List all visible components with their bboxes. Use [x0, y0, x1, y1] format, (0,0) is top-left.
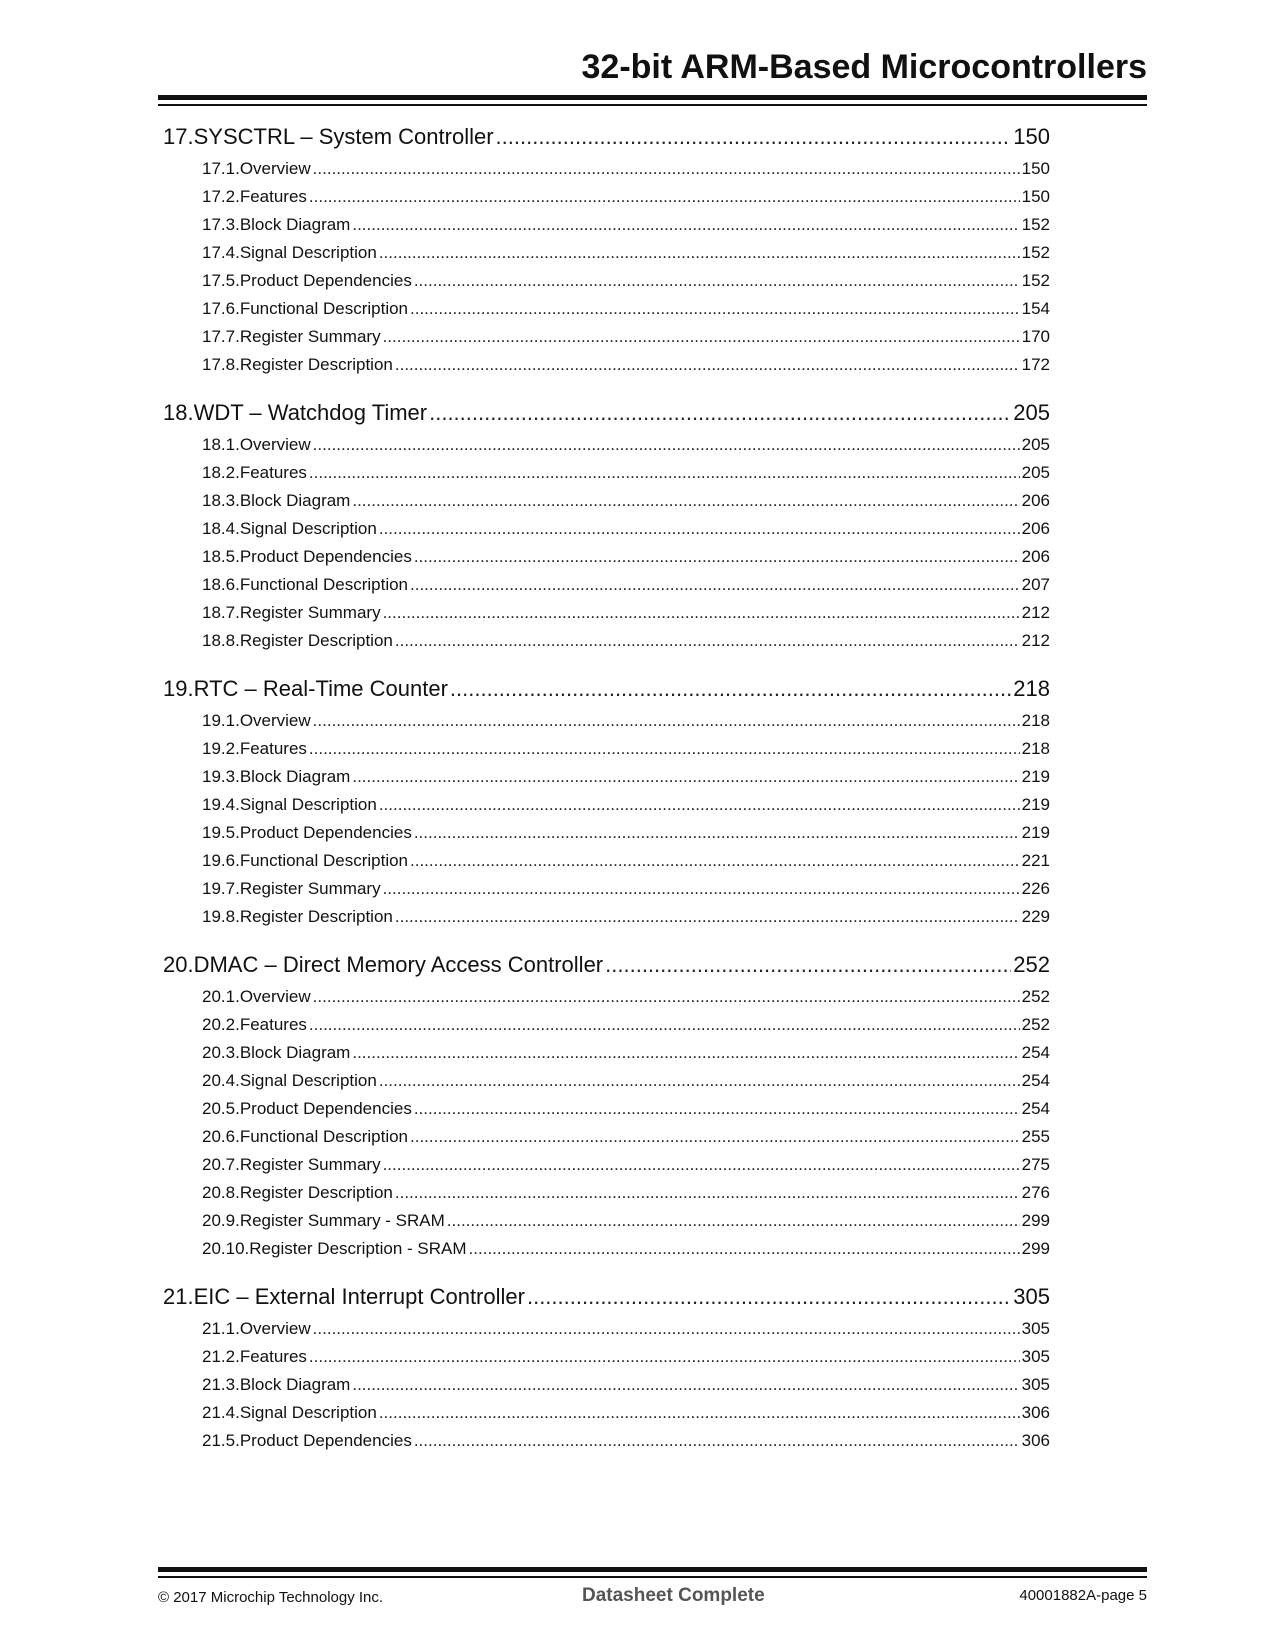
toc-entry-number: 20.10. — [202, 1239, 250, 1258]
toc-entry-page: 276 — [1021, 1183, 1050, 1202]
toc-entry-page: 152 — [1021, 215, 1050, 234]
toc-section-entry[interactable] — [163, 875, 1050, 903]
footer-page-ref: 40001882A-page 5 — [1019, 1587, 1147, 1604]
toc-section-entry[interactable] — [163, 267, 1050, 295]
toc-entry-number: 19.3. — [202, 767, 240, 786]
toc-entry-page: 219 — [1021, 767, 1050, 786]
toc-entry-title: Register Summary — [239, 327, 381, 346]
toc-entry-page: 172 — [1021, 355, 1050, 374]
toc-section-entry[interactable] — [163, 571, 1050, 599]
toc-section-entry[interactable] — [163, 1123, 1050, 1151]
toc-entry-page: 152 — [1021, 243, 1050, 262]
toc-entry-title: Block Diagram — [239, 491, 351, 510]
table-of-contents — [163, 120, 1050, 1472]
dot-leader — [383, 323, 1020, 351]
toc-entry-number: 17.3. — [202, 215, 240, 234]
toc-entry-number: 20.7. — [202, 1155, 240, 1174]
dot-leader — [379, 515, 1020, 543]
dot-leader — [410, 847, 1020, 875]
toc-entry-number: 18.8. — [202, 631, 240, 650]
toc-section-entry[interactable] — [163, 1151, 1050, 1179]
toc-entry-number: 19.8. — [202, 907, 240, 926]
toc-section-entry[interactable] — [163, 1315, 1050, 1343]
toc-entry-page: 207 — [1021, 575, 1050, 594]
toc-entry-page: 305 — [1021, 1347, 1050, 1366]
toc-entry-number: 17.7. — [202, 327, 240, 346]
toc-entry-number: 20.2. — [202, 1015, 240, 1034]
toc-entry-title: Product Dependencies — [239, 1431, 412, 1450]
dot-leader — [352, 211, 1019, 239]
toc-section-entry[interactable] — [163, 1095, 1050, 1123]
toc-entry-page: 206 — [1021, 491, 1050, 510]
toc-entry-number: 20.9. — [202, 1211, 240, 1230]
toc-section-entry[interactable] — [163, 295, 1050, 323]
dot-leader — [309, 459, 1020, 487]
toc-entry-page: 205 — [1021, 463, 1050, 482]
toc-entry-page: 170 — [1021, 327, 1050, 346]
toc-entry-page: 305 — [1013, 1284, 1050, 1309]
toc-entry-page: 252 — [1013, 952, 1050, 977]
toc-section-entry[interactable] — [163, 543, 1050, 571]
toc-entry-page: 252 — [1021, 1015, 1050, 1034]
toc-entry-page: 254 — [1021, 1043, 1050, 1062]
toc-entry-page: 212 — [1021, 631, 1050, 650]
toc-entry-title: Block Diagram — [239, 1375, 351, 1394]
toc-section-entry[interactable] — [163, 903, 1050, 931]
toc-entry-number: 17.1. — [202, 159, 240, 178]
toc-entry-page: 206 — [1021, 547, 1050, 566]
toc-section-entry[interactable] — [163, 735, 1050, 763]
toc-entry-title: Register Description — [239, 631, 393, 650]
toc-chapter — [163, 948, 1050, 1263]
toc-section-entry[interactable] — [163, 1067, 1050, 1095]
toc-section-entry[interactable] — [163, 1235, 1050, 1263]
toc-entry-title: Register Summary — [239, 1155, 381, 1174]
toc-entry-page: 305 — [1021, 1319, 1050, 1338]
toc-entry-title: Register Description - SRAM — [249, 1239, 467, 1258]
toc-entry-page: 254 — [1021, 1071, 1050, 1090]
toc-entry-title: Functional Description — [239, 1127, 409, 1146]
toc-entry-title: Features — [239, 1347, 307, 1366]
toc-entry-title: Product Dependencies — [239, 1099, 412, 1118]
toc-section-entry[interactable] — [163, 1399, 1050, 1427]
toc-section-entry[interactable] — [163, 1179, 1050, 1207]
toc-entry-title: Register Summary — [239, 879, 381, 898]
toc-section-entry[interactable] — [163, 239, 1050, 267]
toc-section-entry[interactable] — [163, 155, 1050, 183]
toc-entry-number: 20.3. — [202, 1043, 240, 1062]
toc-entry-page: 218 — [1021, 711, 1050, 730]
toc-entry-title: Functional Description — [239, 299, 409, 318]
toc-entry-number: 20. — [163, 952, 194, 977]
toc-section-entry[interactable] — [163, 627, 1050, 655]
toc-entry-number: 21.3. — [202, 1375, 240, 1394]
dot-leader — [379, 791, 1020, 819]
dot-leader — [496, 120, 1012, 153]
toc-section-entry[interactable] — [163, 1371, 1050, 1399]
toc-entry-title: Overview — [239, 435, 311, 454]
toc-entry-title: Features — [239, 739, 307, 758]
dot-leader — [395, 627, 1020, 655]
toc-entry-title: Register Summary - SRAM — [239, 1211, 445, 1230]
toc-section-entry[interactable] — [163, 1011, 1050, 1039]
toc-entry-title: Block Diagram — [239, 1043, 351, 1062]
toc-section-entry[interactable] — [163, 515, 1050, 543]
toc-entry-number: 17.4. — [202, 243, 240, 262]
toc-entry-number: 19. — [163, 676, 194, 701]
dot-leader — [383, 1151, 1020, 1179]
toc-entry-number: 19.2. — [202, 739, 240, 758]
toc-entry-page: 150 — [1013, 124, 1050, 149]
dot-leader — [309, 1011, 1020, 1039]
toc-entry-title: DMAC – Direct Memory Access Controller — [193, 952, 604, 977]
toc-entry-number: 18.3. — [202, 491, 240, 510]
dot-leader — [313, 155, 1020, 183]
toc-section-entry[interactable] — [163, 459, 1050, 487]
toc-chapter-entry[interactable] — [163, 672, 1050, 705]
toc-entry-page: 205 — [1013, 400, 1050, 425]
toc-section-entry[interactable] — [163, 1343, 1050, 1371]
toc-entry-number: 18.4. — [202, 519, 240, 538]
toc-entry-title: Signal Description — [239, 1403, 377, 1422]
toc-section-entry[interactable] — [163, 1207, 1050, 1235]
dot-leader — [313, 1315, 1020, 1343]
toc-section-entry[interactable] — [163, 847, 1050, 875]
toc-entry-title: Signal Description — [239, 1071, 377, 1090]
toc-entry-title: Features — [239, 1015, 307, 1034]
footer-copyright: © 2017 Microchip Technology Inc. — [158, 1589, 384, 1606]
dot-leader — [352, 763, 1019, 791]
toc-entry-number: 18.1. — [202, 435, 240, 454]
toc-section-entry[interactable] — [163, 487, 1050, 515]
toc-entry-number: 21.5. — [202, 1431, 240, 1450]
dot-leader — [395, 903, 1020, 931]
dot-leader — [379, 239, 1020, 267]
toc-entry-number: 21.2. — [202, 1347, 240, 1366]
toc-entry-page: 150 — [1021, 187, 1050, 206]
toc-entry-page: 218 — [1021, 739, 1050, 758]
toc-entry-page: 306 — [1021, 1403, 1050, 1422]
dot-leader — [383, 875, 1020, 903]
toc-entry-number: 20.4. — [202, 1071, 240, 1090]
toc-entry-page: 306 — [1021, 1431, 1050, 1450]
toc-entry-number: 18. — [163, 400, 194, 425]
toc-chapter — [163, 120, 1050, 379]
toc-chapter-entry[interactable] — [163, 1280, 1050, 1313]
page-title: 32-bit ARM-Based Microcontrollers — [581, 48, 1147, 86]
toc-chapter — [163, 396, 1050, 655]
dot-leader — [313, 431, 1020, 459]
toc-entry-page: 221 — [1021, 851, 1050, 870]
toc-entry-number: 18.7. — [202, 603, 240, 622]
toc-chapter — [163, 1280, 1050, 1455]
toc-entry-title: Features — [239, 463, 307, 482]
dot-leader — [313, 983, 1020, 1011]
header-rule-thin — [158, 104, 1147, 106]
toc-entry-page: 154 — [1021, 299, 1050, 318]
dot-leader — [395, 1179, 1020, 1207]
toc-entry-number: 17.8. — [202, 355, 240, 374]
dot-leader — [383, 599, 1020, 627]
toc-entry-number: 18.2. — [202, 463, 240, 482]
toc-section-entry[interactable] — [163, 431, 1050, 459]
toc-chapter — [163, 672, 1050, 931]
toc-entry-title: SYSCTRL – System Controller — [193, 124, 494, 149]
toc-entry-page: 229 — [1021, 907, 1050, 926]
toc-entry-title: Features — [239, 187, 307, 206]
toc-entry-number: 17.6. — [202, 299, 240, 318]
dot-leader — [410, 295, 1020, 323]
toc-entry-number: 21.1. — [202, 1319, 240, 1338]
footer-rule-thin — [158, 1576, 1147, 1578]
toc-section-entry[interactable] — [163, 599, 1050, 627]
dot-leader — [352, 1371, 1019, 1399]
toc-entry-title: Register Description — [239, 1183, 393, 1202]
toc-entry-title: Product Dependencies — [239, 547, 412, 566]
toc-entry-page: 275 — [1021, 1155, 1050, 1174]
toc-entry-page: 218 — [1013, 676, 1050, 701]
toc-entry-number: 19.6. — [202, 851, 240, 870]
toc-section-entry[interactable] — [163, 707, 1050, 735]
dot-leader — [469, 1235, 1020, 1263]
toc-entry-number: 19.5. — [202, 823, 240, 842]
toc-entry-page: 299 — [1021, 1239, 1050, 1258]
toc-section-entry[interactable] — [163, 819, 1050, 847]
toc-entry-page: 212 — [1021, 603, 1050, 622]
toc-entry-number: 21. — [163, 1284, 194, 1309]
toc-entry-title: Overview — [239, 1319, 311, 1338]
dot-leader — [352, 487, 1019, 515]
toc-chapter-entry[interactable] — [163, 948, 1050, 981]
toc-entry-page: 205 — [1021, 435, 1050, 454]
toc-entry-page: 305 — [1021, 1375, 1050, 1394]
dot-leader — [414, 1427, 1020, 1455]
toc-chapter-entry[interactable] — [163, 396, 1050, 429]
toc-entry-number: 17. — [163, 124, 194, 149]
dot-leader — [379, 1399, 1020, 1427]
toc-entry-page: 152 — [1021, 271, 1050, 290]
dot-leader — [414, 1095, 1020, 1123]
toc-entry-title: Register Description — [239, 907, 393, 926]
toc-entry-number: 20.5. — [202, 1099, 240, 1118]
dot-leader — [379, 1067, 1020, 1095]
dot-leader — [395, 351, 1020, 379]
toc-entry-title: Functional Description — [239, 851, 409, 870]
dot-leader — [410, 1123, 1020, 1151]
toc-entry-title: Signal Description — [239, 243, 377, 262]
footer-doc-type: Datasheet Complete — [582, 1585, 765, 1606]
toc-entry-number: 17.5. — [202, 271, 240, 290]
toc-entry-number: 20.1. — [202, 987, 240, 1006]
toc-entry-page: 219 — [1021, 823, 1050, 842]
dot-leader — [309, 735, 1020, 763]
dot-leader — [309, 183, 1020, 211]
footer-rule-thick — [158, 1567, 1147, 1572]
toc-section-entry[interactable] — [163, 323, 1050, 351]
toc-entry-title: WDT – Watchdog Timer — [193, 400, 428, 425]
toc-entry-title: Functional Description — [239, 575, 409, 594]
toc-entry-title: Product Dependencies — [239, 823, 412, 842]
toc-entry-number: 19.1. — [202, 711, 240, 730]
dot-leader — [410, 571, 1020, 599]
dot-leader — [352, 1039, 1019, 1067]
dot-leader — [414, 267, 1020, 295]
toc-section-entry[interactable] — [163, 983, 1050, 1011]
toc-section-entry[interactable] — [163, 1039, 1050, 1067]
toc-entry-title: RTC – Real-Time Counter — [193, 676, 448, 701]
dot-leader — [527, 1280, 1011, 1313]
toc-entry-number: 17.2. — [202, 187, 240, 206]
toc-entry-page: 252 — [1021, 987, 1050, 1006]
dot-leader — [414, 543, 1020, 571]
toc-entry-title: Register Description — [239, 355, 393, 374]
toc-entry-page: 226 — [1021, 879, 1050, 898]
toc-entry-title: EIC – External Interrupt Controller — [193, 1284, 525, 1309]
toc-section-entry[interactable] — [163, 351, 1050, 379]
toc-entry-title: Signal Description — [239, 519, 377, 538]
toc-entry-title: Overview — [239, 159, 311, 178]
toc-entry-number: 21.4. — [202, 1403, 240, 1422]
dot-leader — [414, 819, 1020, 847]
toc-entry-title: Overview — [239, 987, 311, 1006]
dot-leader — [450, 672, 1011, 705]
toc-entry-title: Signal Description — [239, 795, 377, 814]
toc-entry-page: 255 — [1021, 1127, 1050, 1146]
toc-section-entry[interactable] — [163, 791, 1050, 819]
toc-entry-page: 254 — [1021, 1099, 1050, 1118]
toc-entry-title: Product Dependencies — [239, 271, 412, 290]
toc-entry-title: Block Diagram — [239, 215, 351, 234]
toc-entry-number: 20.6. — [202, 1127, 240, 1146]
toc-section-entry[interactable] — [163, 211, 1050, 239]
toc-entry-number: 19.7. — [202, 879, 240, 898]
toc-entry-page: 206 — [1021, 519, 1050, 538]
dot-leader — [447, 1207, 1020, 1235]
dot-leader — [313, 707, 1020, 735]
toc-entry-number: 20.8. — [202, 1183, 240, 1202]
toc-entry-title: Register Summary — [239, 603, 381, 622]
dot-leader — [309, 1343, 1020, 1371]
toc-entry-page: 150 — [1021, 159, 1050, 178]
header-rule-thick — [158, 95, 1147, 100]
toc-section-entry[interactable] — [163, 1427, 1050, 1455]
toc-entry-number: 19.4. — [202, 795, 240, 814]
toc-section-entry[interactable] — [163, 183, 1050, 211]
toc-entry-number: 18.6. — [202, 575, 240, 594]
dot-leader — [429, 396, 1011, 429]
toc-entry-number: 18.5. — [202, 547, 240, 566]
toc-entry-page: 219 — [1021, 795, 1050, 814]
dot-leader — [605, 948, 1011, 981]
toc-chapter-entry[interactable] — [163, 120, 1050, 153]
toc-entry-title: Block Diagram — [239, 767, 351, 786]
toc-entry-page: 299 — [1021, 1211, 1050, 1230]
toc-section-entry[interactable] — [163, 763, 1050, 791]
toc-entry-title: Overview — [239, 711, 311, 730]
